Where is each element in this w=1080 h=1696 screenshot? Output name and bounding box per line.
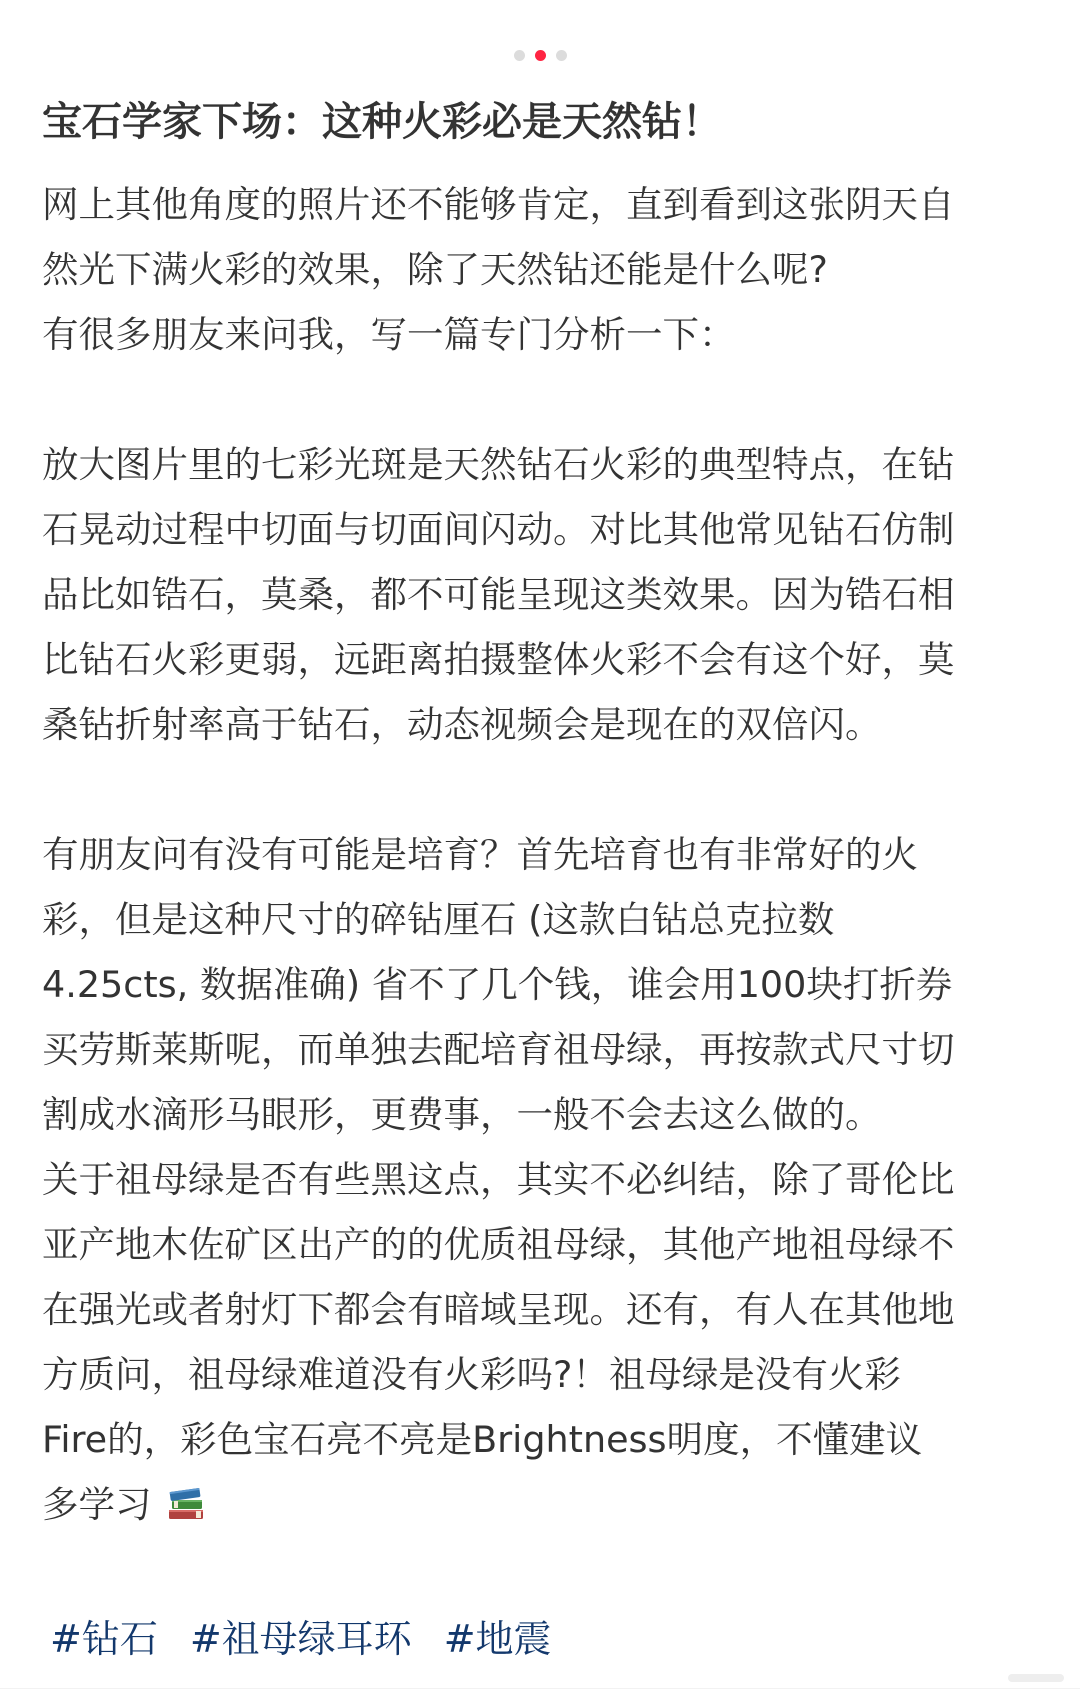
last-line-text: 多学习: [42, 1483, 152, 1526]
pager-dot[interactable]: [514, 50, 525, 61]
body-line: 然光下满火彩的效果，除了天然钻还能是什么呢?: [42, 248, 828, 291]
books-icon: [166, 1478, 206, 1543]
body-line: 彩，但是这种尺寸的碎钻厘石 (这款白钻总克拉数: [42, 898, 835, 941]
body-line-last: [42, 1472, 1042, 1537]
body-line: 在强光或者射灯下都会有暗域呈现。还有，有人在其他地: [42, 1288, 955, 1331]
body-line: 有朋友问有没有可能是培育？首先培育也有非常好的火: [42, 833, 918, 876]
body-line: 网上其他角度的照片还不能够肯定，直到看到这张阴天自: [42, 183, 955, 226]
paragraph-gap: [42, 757, 1042, 822]
pager-dot-active[interactable]: [535, 50, 546, 61]
body-line: 桑钻折射率高于钻石，动态视频会是现在的双倍闪。: [42, 703, 882, 746]
pager-dot[interactable]: [556, 50, 567, 61]
body-line: Fire的，彩色宝石亮不亮是Brightness明度，不懂建议: [42, 1418, 923, 1461]
body-line: 品比如锆石，莫桑，都不可能呈现这类效果。因为锆石相: [42, 573, 955, 616]
body-line: 买劳斯莱斯呢，而单独去配培育祖母绿，再按款式尺寸切: [42, 1028, 955, 1071]
body-line: 割成水滴形马眼形，更费事，一般不会去这么做的。: [42, 1093, 882, 1136]
body-line: 亚产地木佐矿区出产的的优质祖母绿，其他产地祖母绿不: [42, 1223, 955, 1266]
hashtag-link[interactable]: #钻石: [50, 1617, 158, 1661]
body-line: 方质问，祖母绿难道没有火彩吗?！祖母绿是没有火彩: [42, 1353, 901, 1396]
body-line: 有很多朋友来问我，写一篇专门分析一下：: [42, 313, 736, 356]
hashtag-link[interactable]: #祖母绿耳环: [189, 1617, 412, 1661]
bottom-divider: [0, 1688, 1080, 1689]
body-line: 放大图片里的七彩光斑是天然钻石火彩的典型特点，在钻: [42, 443, 955, 486]
paragraph-gap: [42, 367, 1042, 432]
hashtag-link[interactable]: #地震: [443, 1617, 552, 1661]
body-line: 比钻石火彩更弱，远距离拍摄整体火彩不会有这个好，莫: [42, 638, 955, 681]
post-body: [42, 172, 1042, 1537]
image-pager-dots: [0, 50, 1080, 61]
post-title: 宝石学家下场：这种火彩必是天然钻！: [42, 99, 722, 145]
body-line: 石晃动过程中切面与切面间闪动。对比其他常见钻石仿制: [42, 508, 955, 551]
corner-watermark-icon: [1006, 1668, 1066, 1688]
body-line: 关于祖母绿是否有些黑这点，其实不必纠结，除了哥伦比: [42, 1158, 955, 1201]
hashtag-list: [50, 1611, 552, 1667]
body-line: 4.25cts, 数据准确) 省不了几个钱，谁会用100块打折券: [42, 963, 953, 1006]
